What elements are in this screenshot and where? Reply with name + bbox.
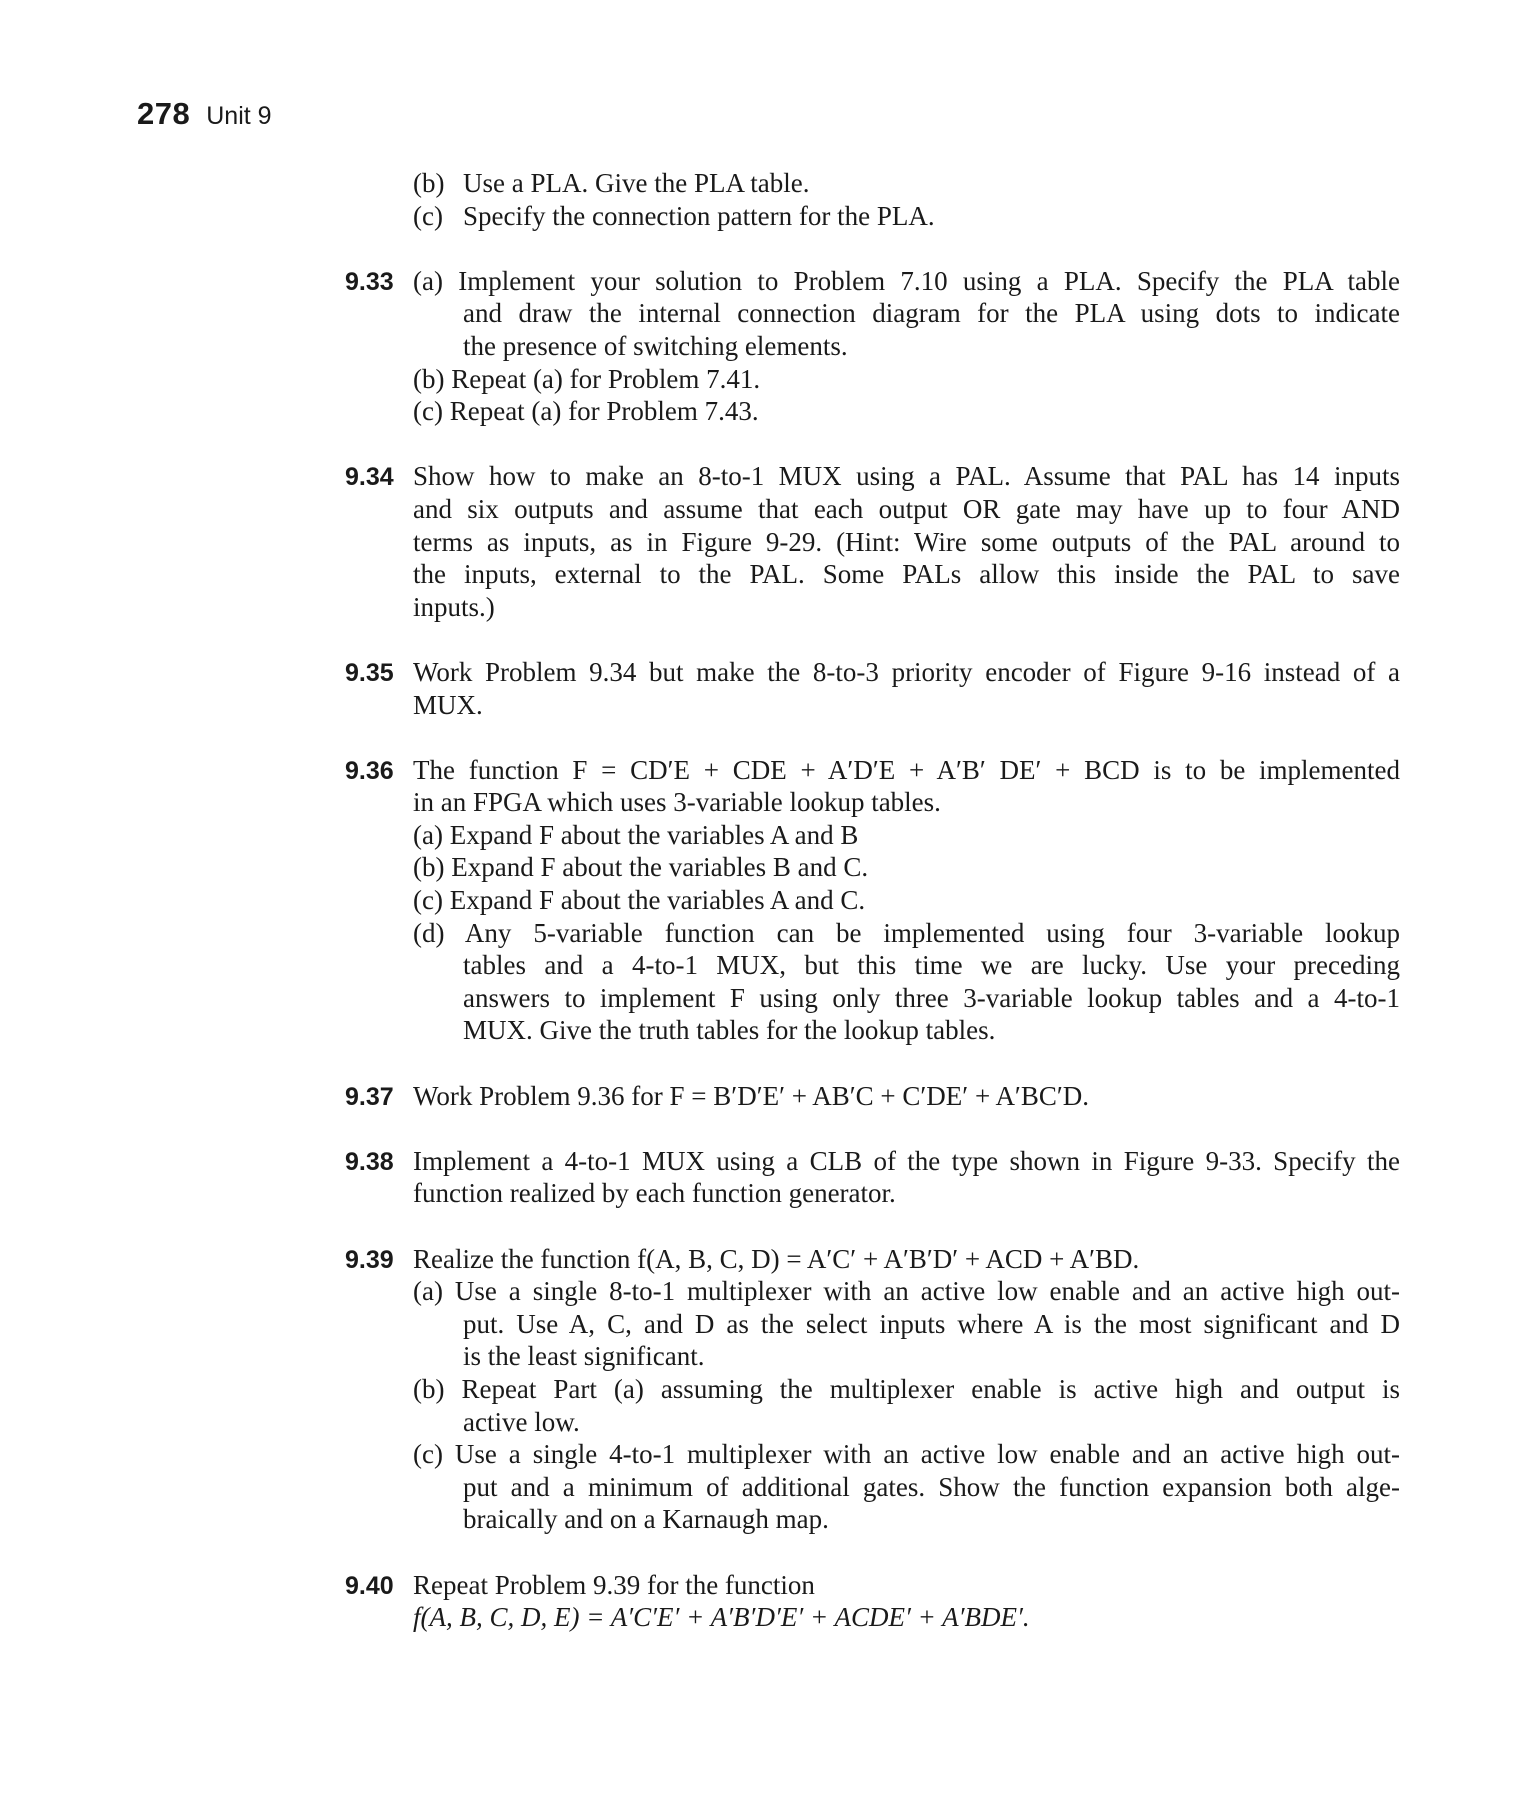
problem-line: in an FPGA which uses 3-variable lookup tables. bbox=[413, 787, 941, 818]
problem-line: (c) Expand F about the variables A and C. bbox=[413, 885, 866, 916]
unit-label: Unit 9 bbox=[206, 102, 272, 130]
problem-line: is the least significant. bbox=[463, 1341, 705, 1372]
problem-line: Realize the function f(A, B, C, D) = A′C′ + A′B′D′ + ACD + A′BD. bbox=[413, 1243, 1140, 1274]
page-number: 278 bbox=[137, 96, 191, 131]
problem-9-37 bbox=[345, 1080, 1400, 1113]
problem-9-40 bbox=[345, 1569, 1400, 1634]
problem-line: active low. bbox=[463, 1406, 580, 1437]
problem-line: (b) Repeat (a) for Problem 7.41. bbox=[413, 363, 761, 394]
problem-line: put and a minimum of additional gates. Show the function expansion both alge- bbox=[463, 1471, 1400, 1502]
problem-line: The function F = CD′E + CDE + A′D′E + A′B′ DE′ + BCD is to be implemented bbox=[413, 754, 1400, 785]
problem-9-39 bbox=[345, 1243, 1400, 1536]
problem-line: f(A, B, C, D, E) = A′C′E′ + A′B′D′E′ + ACDE′ + A′BDE′. bbox=[413, 1602, 1030, 1633]
problem-9-34 bbox=[345, 460, 1400, 623]
problem-line: terms as inputs, as in Figure 9-29. (Hint: Wire some outputs of the PAL around to bbox=[413, 526, 1400, 557]
intro-parts bbox=[345, 167, 1400, 232]
problem-line: answers to implement F using only three 3-variable lookup tables and a 4-to-1 bbox=[463, 982, 1400, 1013]
problem-number: 9.37 bbox=[345, 1082, 394, 1111]
problem-line: tables and a 4-to-1 MUX, but this time we are lucky. Use your preceding bbox=[463, 950, 1400, 981]
intro-part-b: (b) Use a PLA. Give the PLA table. bbox=[413, 168, 810, 198]
problem-line: MUX. bbox=[413, 689, 483, 720]
problem-line: (a) Expand F about the variables A and B bbox=[413, 819, 859, 850]
problem-line: inputs.) bbox=[413, 591, 495, 622]
problem-line: Repeat Problem 9.39 for the function bbox=[413, 1569, 815, 1600]
problem-line: Show how to make an 8-to-1 MUX using a PAL. Assume that PAL has 14 inputs bbox=[413, 461, 1400, 492]
problem-9-38 bbox=[345, 1145, 1400, 1210]
problem-line: (a) Implement your solution to Problem 7.10 using a PLA. Specify the PLA table bbox=[413, 265, 1400, 296]
problem-9-33 bbox=[345, 265, 1400, 428]
problem-line: the inputs, external to the PAL. Some PALs allow this inside the PAL to save bbox=[413, 559, 1400, 590]
problem-line: put. Use A, C, and D as the select inputs where A is the most significant and D bbox=[463, 1308, 1400, 1339]
intro-part-c: (c) Specify the connection pattern for the PLA. bbox=[413, 200, 935, 231]
problem-list bbox=[345, 167, 1400, 1634]
problem-line: and draw the internal connection diagram for the PLA using dots to indicate bbox=[463, 298, 1400, 329]
problem-number: 9.34 bbox=[345, 463, 394, 492]
problem-line: function realized by each function generator. bbox=[413, 1178, 896, 1209]
problem-line: (d) Any 5-variable function can be implemented using four 3-variable lookup bbox=[413, 917, 1400, 948]
problem-number: 9.39 bbox=[345, 1245, 394, 1274]
problem-line: the presence of switching elements. bbox=[463, 330, 848, 361]
problem-9-36 bbox=[345, 754, 1400, 1047]
problem-line: (b) Expand F about the variables B and C. bbox=[413, 852, 869, 883]
problem-number: 9.33 bbox=[345, 267, 394, 296]
running-header bbox=[137, 96, 272, 132]
problem-line: (c) Repeat (a) for Problem 7.43. bbox=[413, 396, 759, 427]
problem-9-35 bbox=[345, 656, 1400, 721]
problem-number: 9.35 bbox=[345, 658, 394, 687]
problem-line: (b) Repeat Part (a) assuming the multiplexer enable is active high and output is bbox=[413, 1373, 1400, 1404]
problem-line: Work Problem 9.34 but make the 8-to-3 priority encoder of Figure 9-16 instead of a bbox=[413, 656, 1400, 687]
problem-line: (c) Use a single 4-to-1 multiplexer with an active low enable and an active high out- bbox=[413, 1439, 1400, 1470]
problem-number: 9.36 bbox=[345, 756, 394, 785]
problem-number: 9.40 bbox=[345, 1571, 394, 1600]
problem-line: and six outputs and assume that each output OR gate may have up to four AND bbox=[413, 493, 1400, 524]
problem-number: 9.38 bbox=[345, 1147, 394, 1176]
problem-line: Implement a 4-to-1 MUX using a CLB of the type shown in Figure 9-33. Specify the bbox=[413, 1145, 1400, 1176]
problem-line: (a) Use a single 8-to-1 multiplexer with an active low enable and an active high out- bbox=[413, 1276, 1400, 1307]
problem-line: braically and on a Karnaugh map. bbox=[463, 1504, 829, 1535]
problem-line: Work Problem 9.36 for F = B′D′E′ + AB′C + C′DE′ + A′BC′D. bbox=[413, 1080, 1090, 1111]
problem-line: MUX. Give the truth tables for the lookup tables. bbox=[463, 1015, 996, 1046]
